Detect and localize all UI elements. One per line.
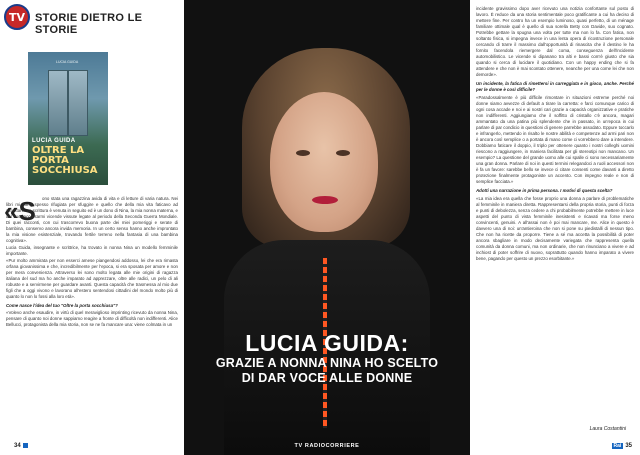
left-page	[0, 0, 184, 455]
page-number-left-text: 34	[14, 443, 21, 449]
magazine-footer: TV RADIOCORRIERE	[294, 443, 360, 449]
tv-radiocorriere-logo-icon	[4, 4, 30, 30]
interview-question-3: Adotti una narrazione in prima persona. I motivi di questa scelta?	[476, 188, 613, 193]
left-paragraph-lead: ono stata una ragazzina avida di vita e di letture di varia natura. Nei libri mi sono spesso rifugiata per sfuggire e quello che della mia vita faticavo ad accettare. La scrittura è venuta in seguito ed è un dono di Nina, la mia nonna materna, e del suo raccontarmi vicende vissute legate al periodo della Seconda Guerra Mondiale. Di quei racconti, con cui trascorrevo buona parte dei miei pomeriggi e serate di bambina, conservo ancora invida memoria. In un certo senso hanno anche improntato la mia visione esistenziale, trovando fertile terreno nella fantasia di una bambina cognitiva».	[6, 196, 178, 243]
page-marker-icon	[23, 443, 28, 448]
rai-logo-icon: Rai	[613, 443, 622, 449]
section-title: STORIE DIETRO LE STORIE	[35, 12, 143, 36]
right-paragraph-3: «La mia idea era quella che fosse proprio una donna a parlare di problematiche al femminile in maniera diretta. Rappresentarsi della propria storia, punti di forza e punti di debolezza, senza cedere a chi probabilmente potrebbe mettere in luce aspetti del punto di vista femminile inesistenti e ricavati ma forse meno convincenti, genuini. A all'assai non è poi mai mancare, me. Alice in questo è davvero una di noi: un'antieroina che non si pone su piedistalli di nessun tipo. Che non ha ricette da proporre. Tiene a sé ma accetta la possibilità di poter ancora sbagliare in modo decisamente variegata che rappresenta quella comunità da donna comuni, ma non ordinarie, che non rinunciano a vivere e ad inchiost di poter soffrire di nuovo, soprattutto quando hanno imparato a vivere bene, pagando per questo un prezzo esorbitante.»	[476, 196, 634, 261]
interview-question-1: Come nasce l'idea del tuo "Oltre la porta socchiusa"?	[6, 303, 118, 308]
headline-name: LUCIA GUIDA:	[245, 330, 409, 356]
right-eye-shape	[336, 150, 350, 156]
book-cover	[28, 52, 108, 185]
book-cover-author: LUCIA GUIDA	[32, 138, 76, 144]
left-paragraph-4: «Volevo anche esaudire, in virtù di quel meraviglioso imprinting ricevuto da nonna Nina, pensare di quanto noi donne sappiamo reagire a fronte di difficoltà non indifferenti. Alice Bellucci, protagonista della mia storia, non se ne fa mancare una: viene colmata in un	[6, 310, 178, 327]
page-number-right-text: 35	[625, 443, 632, 449]
lips-shape	[312, 196, 338, 204]
left-eye-shape	[296, 150, 310, 156]
drop-cap-quote: «S	[4, 196, 36, 226]
book-cover-title: OLTRE LA PORTA SOCCHIUSA	[32, 145, 98, 176]
headline-line-1: GRAZIE A NONNA NINA HO SCELTO	[215, 356, 439, 370]
right-paragraph-2: «Paradossalmente è più difficile rimontare in situazioni estreme perché noi donne siamo avvezze di default a tirare la carretta: e farci comunque carico di ogni cosa accade e noi e ai nostri cari grazie a capacità organizzative e pratiche non indifferenti. Aggiungiamo che il soffitto di cristallo c'è ancora, magari ammantato da una patina più splendente che in passato, in un'epoca in cui parlare di par condicio in questioni di genere parrebbe assodato. Eppure toccarlo e infrangerlo, mettendo in risalto le nostre abilità e competenze ad armi pari non è ancora così semplice o a portata di mano come ci vorrebbero dare a intendere. Dobbiamo faticare il doppio, il triplo per ottenere quanto i nostri colleghi uomini riescono a raggiungere, in maniera facilitata per gli stereotipi non mancano. Un esempio? La questione del grande uomo alle cui spalle ci sono necessariamente una gran donna. Parlare di noi in questi termini relegandoci a ruoli accessori non è fa un favore: sarebbe bello se invece ci citare consenti come davanti a diretto protezione finalmente protagoniste un accento. Con impegno reale e non di semplice facciata.»	[476, 95, 634, 184]
logo-text: TV	[8, 10, 26, 24]
book-cover-author-small: LUCIA GUIDA	[56, 60, 79, 64]
author-signature: Laura Costantini	[589, 426, 626, 432]
portrait-photo	[184, 0, 470, 455]
page-number-left	[14, 443, 28, 449]
left-paragraph-3: «Pur molto ammirata per non esserci amese piangendosi addosso, lei che era rimasta orfana giovanissima e che, incredibilmente per l'epoca, si era sposata per amore e non per mera convenienza. Attraverso lei sono molto legata alle mie origini di ragazza italiana del sud ma ho anche imparato ad apprezzare, oltre alle radici, un pelo di ali robuste e a servirmene per guardare avanti. Questa capacità che trasmessa al mio due figli che a oggi vivono e lavorano all'estero sentendosi cittadini del mondo molto più di quanto lo non lo fossi alla loro età».	[6, 258, 178, 299]
interview-question-2: Un incidente, la fatica di rimettersi in carreggiata e in gioco, anche. Perché per le donne è così difficile?	[476, 81, 634, 92]
right-paragraph-1: incidente gravissimo dopo aver ricevuto una notizia confortante sul posto di lavoro. È reduce da una storia sentimentale poco gratificante a cui ha deciso di mettere fine. Per contro ha un esempio luminoso, quasi perfetto, di un ménage familiare ottimale qual è quello di sua sorella Betty con Davide, suo cognato. Potrebbe gettare la spugna una volta per tutte ma non lo fa. Con fatica, non soltanto fisica, si impegna invece in una lenta opera di ricostruzione personale cercando di trarre il massimo dall'opportunità di rinascita che il destino le ha fornito facendola riemergere dal coma, conseguenza dell'incidente automobilistico. Le vicende si dipanano tra alti e bassi com'è giusto che sia quando si cerca di lucidare il quotidiano. Con un happy ending che si fa attendere e che non è mai scontato ottenere, neanche per una come lei che non demorde».	[476, 6, 634, 77]
left-article-body	[6, 196, 178, 329]
headline	[184, 330, 470, 386]
page-number-right	[612, 443, 632, 449]
door-illustration	[48, 70, 88, 136]
right-article-body	[476, 6, 634, 264]
headline-line-2: DI DAR VOCE ALLE DONNE	[241, 371, 413, 385]
left-paragraph-2: Lucia Guida, insegnante e scrittrice, ha trovato in nonna Nina un modello femminile importante.	[6, 245, 178, 256]
right-page	[470, 0, 640, 455]
face-shape	[270, 92, 378, 232]
